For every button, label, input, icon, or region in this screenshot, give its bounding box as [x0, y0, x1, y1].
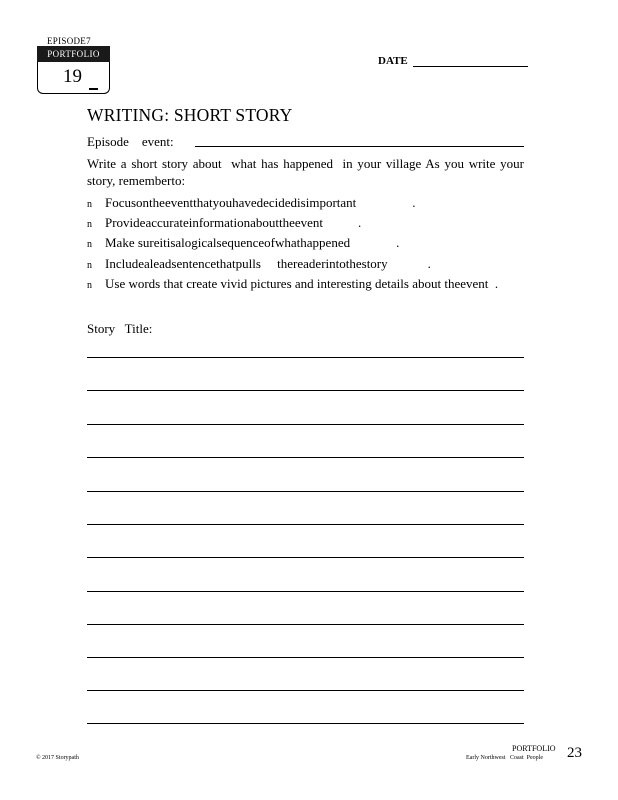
list-item-text: Use words that create vivid pictures and interesting details about theevent .: [105, 276, 499, 291]
writing-line[interactable]: [87, 424, 524, 425]
list-item-text: Focusontheeventthatyouhavedecidedisimportant .: [105, 195, 416, 210]
instructions-text: Write a short story about what has happened in your village As you write your story, rememberto:: [87, 156, 528, 188]
list-item-text: Provideaccurateinformationabouttheevent .: [105, 215, 362, 230]
episode-label: EPISODE7: [47, 36, 91, 46]
bullet-marker: n: [87, 199, 92, 210]
portfolio-number: 19: [63, 66, 82, 87]
bullet-marker: n: [87, 280, 92, 291]
list-item-text: Includealeadsentencethatpulls thereaderintothestory .: [105, 256, 431, 271]
footer-subtitle: Early Northwest Coast People: [466, 755, 543, 761]
story-title-label: Story Title:: [87, 321, 153, 336]
writing-line[interactable]: [87, 723, 524, 724]
writing-line[interactable]: [87, 557, 524, 558]
footer-portfolio: PORTFOLIO: [512, 744, 556, 753]
writing-line[interactable]: [87, 624, 524, 625]
bullet-marker: n: [87, 260, 92, 271]
episode-event-label: Episode event:: [87, 134, 174, 149]
portfolio-tab-label: PORTFOLIO: [37, 46, 110, 62]
writing-line[interactable]: [87, 390, 524, 391]
writing-line[interactable]: [87, 690, 524, 691]
writing-line[interactable]: [87, 357, 524, 358]
date-label: DATE: [378, 55, 408, 67]
date-field[interactable]: [413, 66, 528, 67]
writing-line[interactable]: [87, 491, 524, 492]
page-number: 23: [567, 745, 582, 761]
episode-event-field[interactable]: [195, 146, 524, 147]
writing-line[interactable]: [87, 657, 524, 658]
bullet-marker: n: [87, 239, 92, 250]
bullet-marker: n: [87, 219, 92, 230]
writing-line[interactable]: [87, 524, 524, 525]
portfolio-number-underscore: [89, 88, 98, 90]
list-item-text: Make sureitisalogicalsequenceofwhathappened .: [105, 235, 400, 250]
writing-line[interactable]: [87, 457, 524, 458]
writing-line[interactable]: [87, 591, 524, 592]
page-title: WRITING: SHORT STORY: [87, 105, 293, 125]
copyright-text: © 2017 Storypath: [36, 755, 79, 761]
portfolio-tab: [37, 46, 110, 94]
